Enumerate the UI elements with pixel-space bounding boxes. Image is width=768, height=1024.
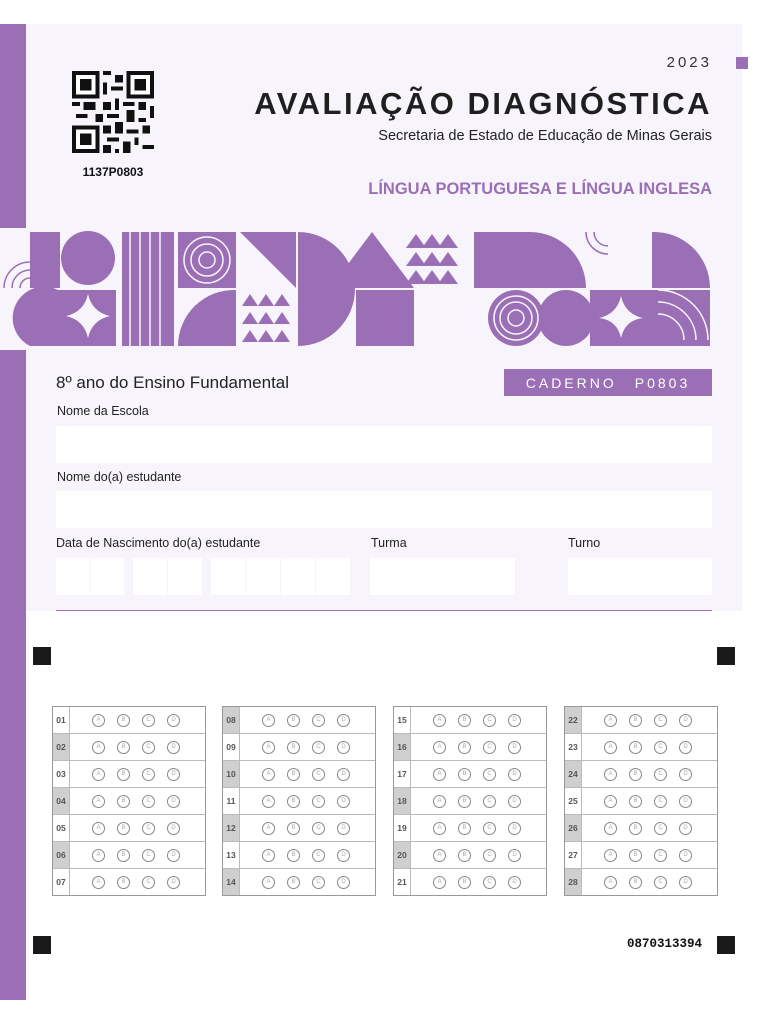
answer-row: [565, 869, 717, 895]
answer-row: [394, 788, 546, 815]
registration-mark-bottom-right: [717, 936, 735, 954]
answer-bubble-b[interactable]: B: [629, 768, 642, 781]
answer-bubble-b[interactable]: B: [117, 849, 130, 862]
answer-bubble-c[interactable]: C: [654, 768, 667, 781]
question-number: 24: [565, 761, 582, 787]
answer-row: [565, 707, 717, 734]
answer-bubble-a[interactable]: A: [433, 822, 446, 835]
answer-row: [565, 761, 717, 788]
answer-bubble-d[interactable]: D: [337, 849, 350, 862]
answer-bubble-c[interactable]: C: [142, 822, 155, 835]
answer-bubble-b[interactable]: B: [458, 741, 471, 754]
answer-column: [393, 706, 547, 896]
barcode-number: 0870313394: [626, 937, 702, 951]
question-number: 10: [223, 761, 240, 787]
question-number: 28: [565, 869, 582, 895]
answer-bubble-d[interactable]: D: [337, 714, 350, 727]
registration-mark-top-right: [717, 647, 735, 665]
answer-bubble-a[interactable]: A: [92, 714, 105, 727]
answer-bubble-d[interactable]: D: [337, 822, 350, 835]
section-divider: [56, 610, 712, 611]
answer-row: [223, 761, 375, 788]
answer-bubble-b[interactable]: B: [629, 849, 642, 862]
answer-bubble-c[interactable]: C: [654, 822, 667, 835]
answer-bubble-a[interactable]: A: [262, 714, 275, 727]
answer-bubble-a[interactable]: A: [604, 768, 617, 781]
question-number: 19: [394, 815, 411, 841]
birth-year-digit-1[interactable]: [211, 558, 245, 595]
answer-bubble-c[interactable]: C: [142, 741, 155, 754]
answer-bubble-d[interactable]: D: [508, 741, 521, 754]
answer-bubble-d[interactable]: D: [508, 714, 521, 727]
answer-row: [394, 842, 546, 869]
answer-bubble-d[interactable]: D: [167, 822, 180, 835]
answer-row: [223, 734, 375, 761]
answer-bubble-a[interactable]: A: [262, 822, 275, 835]
answer-bubble-c[interactable]: C: [312, 849, 325, 862]
student-name-field[interactable]: [56, 491, 712, 528]
answer-bubble-c[interactable]: C: [654, 795, 667, 808]
answer-row: [565, 842, 717, 869]
registration-mark-bottom-left: [33, 936, 51, 954]
decorative-banner: [0, 228, 712, 350]
question-number: 20: [394, 842, 411, 868]
question-number: 06: [53, 842, 70, 868]
answer-row: [394, 761, 546, 788]
answer-column: [222, 706, 376, 896]
answer-bubble-d[interactable]: D: [679, 876, 692, 889]
question-number: 09: [223, 734, 240, 760]
answer-row: [53, 788, 205, 815]
answer-bubble-b[interactable]: B: [117, 795, 130, 808]
answer-bubble-a[interactable]: A: [433, 768, 446, 781]
left-accent-bar: [0, 24, 26, 1000]
question-number: 16: [394, 734, 411, 760]
school-name-label: Nome da Escola: [57, 404, 149, 418]
booklet-code: 1137P0803: [82, 165, 144, 179]
answer-bubble-a[interactable]: A: [433, 714, 446, 727]
registration-mark-top-left: [33, 647, 51, 665]
answer-bubble-c[interactable]: C: [142, 876, 155, 889]
answer-bubble-d[interactable]: D: [167, 741, 180, 754]
birth-year-digit-4[interactable]: [316, 558, 350, 595]
answer-bubble-a[interactable]: A: [433, 876, 446, 889]
answer-column: [52, 706, 206, 896]
answer-bubble-c[interactable]: C: [654, 714, 667, 727]
answer-bubble-d[interactable]: D: [508, 849, 521, 862]
question-number: 22: [565, 707, 582, 733]
answer-row: [394, 869, 546, 895]
answer-bubble-a[interactable]: A: [433, 741, 446, 754]
answer-bubble-c[interactable]: C: [142, 768, 155, 781]
answer-row: [223, 815, 375, 842]
answer-bubble-c[interactable]: C: [483, 849, 496, 862]
question-number: 14: [223, 869, 240, 895]
question-number: 04: [53, 788, 70, 814]
answer-bubble-b[interactable]: B: [117, 714, 130, 727]
answer-bubble-d[interactable]: D: [508, 822, 521, 835]
birth-year-digit-3[interactable]: [281, 558, 315, 595]
answer-bubble-c[interactable]: C: [483, 714, 496, 727]
answer-bubble-a[interactable]: A: [604, 822, 617, 835]
answer-bubble-b[interactable]: B: [117, 741, 130, 754]
answer-row: [223, 707, 375, 734]
answer-bubble-b[interactable]: B: [629, 876, 642, 889]
class-label: Turma: [371, 536, 407, 550]
answer-bubble-d[interactable]: D: [167, 849, 180, 862]
answer-bubble-a[interactable]: A: [433, 795, 446, 808]
answer-bubble-b[interactable]: B: [287, 768, 300, 781]
answer-bubble-d[interactable]: D: [679, 849, 692, 862]
answer-row: [565, 734, 717, 761]
corner-accent-square: [736, 57, 748, 69]
answer-bubble-a[interactable]: A: [262, 741, 275, 754]
answer-bubble-b[interactable]: B: [458, 822, 471, 835]
answer-bubble-d[interactable]: D: [167, 876, 180, 889]
question-number: 08: [223, 707, 240, 733]
question-number: 17: [394, 761, 411, 787]
answer-bubble-a[interactable]: A: [92, 822, 105, 835]
question-number: 11: [223, 788, 240, 814]
answer-bubble-b[interactable]: B: [458, 714, 471, 727]
answer-row: [53, 707, 205, 734]
question-number: 23: [565, 734, 582, 760]
answer-bubble-d[interactable]: D: [337, 741, 350, 754]
answer-bubble-a[interactable]: A: [604, 849, 617, 862]
answer-bubble-c[interactable]: C: [312, 795, 325, 808]
answer-bubble-a[interactable]: A: [262, 876, 275, 889]
question-number: 03: [53, 761, 70, 787]
answer-row: [53, 869, 205, 895]
answer-bubble-b[interactable]: B: [287, 849, 300, 862]
answer-bubble-a[interactable]: A: [262, 849, 275, 862]
answer-bubble-d[interactable]: D: [679, 795, 692, 808]
answer-bubble-c[interactable]: C: [142, 795, 155, 808]
answer-bubble-a[interactable]: A: [433, 849, 446, 862]
question-number: 05: [53, 815, 70, 841]
answer-bubble-c[interactable]: C: [483, 795, 496, 808]
answer-bubble-c[interactable]: C: [312, 768, 325, 781]
answer-row: [53, 815, 205, 842]
answer-row: [394, 734, 546, 761]
answer-bubble-b[interactable]: B: [629, 822, 642, 835]
question-number: 27: [565, 842, 582, 868]
answer-bubble-b[interactable]: B: [287, 822, 300, 835]
answer-row: [394, 815, 546, 842]
answer-row: [223, 842, 375, 869]
answer-bubble-a[interactable]: A: [604, 876, 617, 889]
answer-bubble-b[interactable]: B: [287, 795, 300, 808]
answer-bubble-c[interactable]: C: [142, 714, 155, 727]
subject-label: LÍNGUA PORTUGUESA E LÍNGUA INGLESA: [368, 180, 712, 198]
answer-bubble-a[interactable]: A: [92, 741, 105, 754]
birth-month-digit-2[interactable]: [168, 558, 202, 595]
question-number: 25: [565, 788, 582, 814]
grade-label: 8º ano do Ensino Fundamental: [56, 373, 290, 392]
answer-bubble-d[interactable]: D: [508, 768, 521, 781]
answer-bubble-c[interactable]: C: [483, 741, 496, 754]
school-name-field[interactable]: [56, 426, 712, 463]
answer-bubble-c[interactable]: C: [654, 876, 667, 889]
question-number: 12: [223, 815, 240, 841]
answer-bubble-b[interactable]: B: [458, 795, 471, 808]
caderno-label: CADERNO: [525, 374, 617, 391]
answer-bubble-d[interactable]: D: [679, 714, 692, 727]
answer-bubble-c[interactable]: C: [312, 714, 325, 727]
answer-bubble-d[interactable]: D: [337, 876, 350, 889]
question-number: 18: [394, 788, 411, 814]
answer-bubble-d[interactable]: D: [337, 795, 350, 808]
caderno-code: P0803: [634, 374, 691, 391]
qr-code-icon: [72, 71, 154, 153]
birth-month-digit-1[interactable]: [133, 558, 167, 595]
answer-bubble-c[interactable]: C: [483, 822, 496, 835]
answer-row: [53, 734, 205, 761]
answer-bubble-b[interactable]: B: [287, 876, 300, 889]
answer-bubble-c[interactable]: C: [654, 849, 667, 862]
birth-date-label: Data de Nascimento do(a) estudante: [56, 536, 261, 550]
answer-bubble-b[interactable]: B: [117, 768, 130, 781]
answer-row: [394, 707, 546, 734]
answer-bubble-c[interactable]: C: [312, 741, 325, 754]
answer-row: [53, 842, 205, 869]
question-number: 26: [565, 815, 582, 841]
answer-bubble-b[interactable]: B: [287, 714, 300, 727]
class-field[interactable]: [370, 558, 515, 595]
answer-bubble-d[interactable]: D: [167, 795, 180, 808]
answer-bubble-a[interactable]: A: [604, 714, 617, 727]
answer-bubble-a[interactable]: A: [604, 741, 617, 754]
year-label: 2023: [666, 54, 712, 71]
page-title: AVALIAÇÃO DIAGNÓSTICA: [254, 86, 712, 121]
answer-bubble-a[interactable]: A: [262, 768, 275, 781]
shift-label: Turno: [568, 536, 601, 550]
answer-column: [564, 706, 718, 896]
answer-row: [565, 815, 717, 842]
question-number: 01: [53, 707, 70, 733]
question-number: 13: [223, 842, 240, 868]
question-number: 02: [53, 734, 70, 760]
caderno-badge: [504, 369, 712, 396]
answer-bubble-c[interactable]: C: [483, 876, 496, 889]
student-name-label: Nome do(a) estudante: [57, 470, 182, 484]
answer-bubble-a[interactable]: A: [92, 876, 105, 889]
birth-day-digit-1[interactable]: [56, 558, 90, 595]
shift-field[interactable]: [568, 558, 712, 595]
page-subtitle: Secretaria de Estado de Educação de Minas Gerais: [378, 128, 712, 144]
answer-bubble-c[interactable]: C: [483, 768, 496, 781]
answer-bubble-b[interactable]: B: [287, 741, 300, 754]
answer-bubble-c[interactable]: C: [142, 849, 155, 862]
answer-bubble-d[interactable]: D: [167, 768, 180, 781]
answer-bubble-a[interactable]: A: [92, 849, 105, 862]
answer-row: [223, 788, 375, 815]
answer-bubble-b[interactable]: B: [458, 876, 471, 889]
answer-bubble-a[interactable]: A: [262, 795, 275, 808]
answer-bubble-b[interactable]: B: [117, 822, 130, 835]
answer-bubble-a[interactable]: A: [92, 795, 105, 808]
answer-bubble-b[interactable]: B: [458, 768, 471, 781]
answer-bubble-d[interactable]: D: [508, 876, 521, 889]
answer-bubble-d[interactable]: D: [679, 822, 692, 835]
answer-bubble-b[interactable]: B: [629, 795, 642, 808]
answer-bubble-d[interactable]: D: [508, 795, 521, 808]
answer-bubble-d[interactable]: D: [679, 768, 692, 781]
answer-bubble-d[interactable]: D: [337, 768, 350, 781]
birth-year-digit-2[interactable]: [246, 558, 280, 595]
question-number: 07: [53, 869, 70, 895]
answer-bubble-b[interactable]: B: [629, 741, 642, 754]
answer-row: [565, 788, 717, 815]
answer-row: [223, 869, 375, 895]
answer-row: [53, 761, 205, 788]
answer-bubble-a[interactable]: A: [604, 795, 617, 808]
answer-bubble-c[interactable]: C: [312, 876, 325, 889]
answer-bubble-a[interactable]: A: [92, 768, 105, 781]
answer-bubble-b[interactable]: B: [458, 849, 471, 862]
question-number: 15: [394, 707, 411, 733]
answer-bubble-b[interactable]: B: [117, 876, 130, 889]
birth-day-digit-2[interactable]: [91, 558, 124, 595]
answer-bubble-d[interactable]: D: [679, 741, 692, 754]
question-number: 21: [394, 869, 411, 895]
answer-bubble-c[interactable]: C: [312, 822, 325, 835]
answer-bubble-d[interactable]: D: [167, 714, 180, 727]
answer-bubble-c[interactable]: C: [654, 741, 667, 754]
answer-bubble-b[interactable]: B: [629, 714, 642, 727]
